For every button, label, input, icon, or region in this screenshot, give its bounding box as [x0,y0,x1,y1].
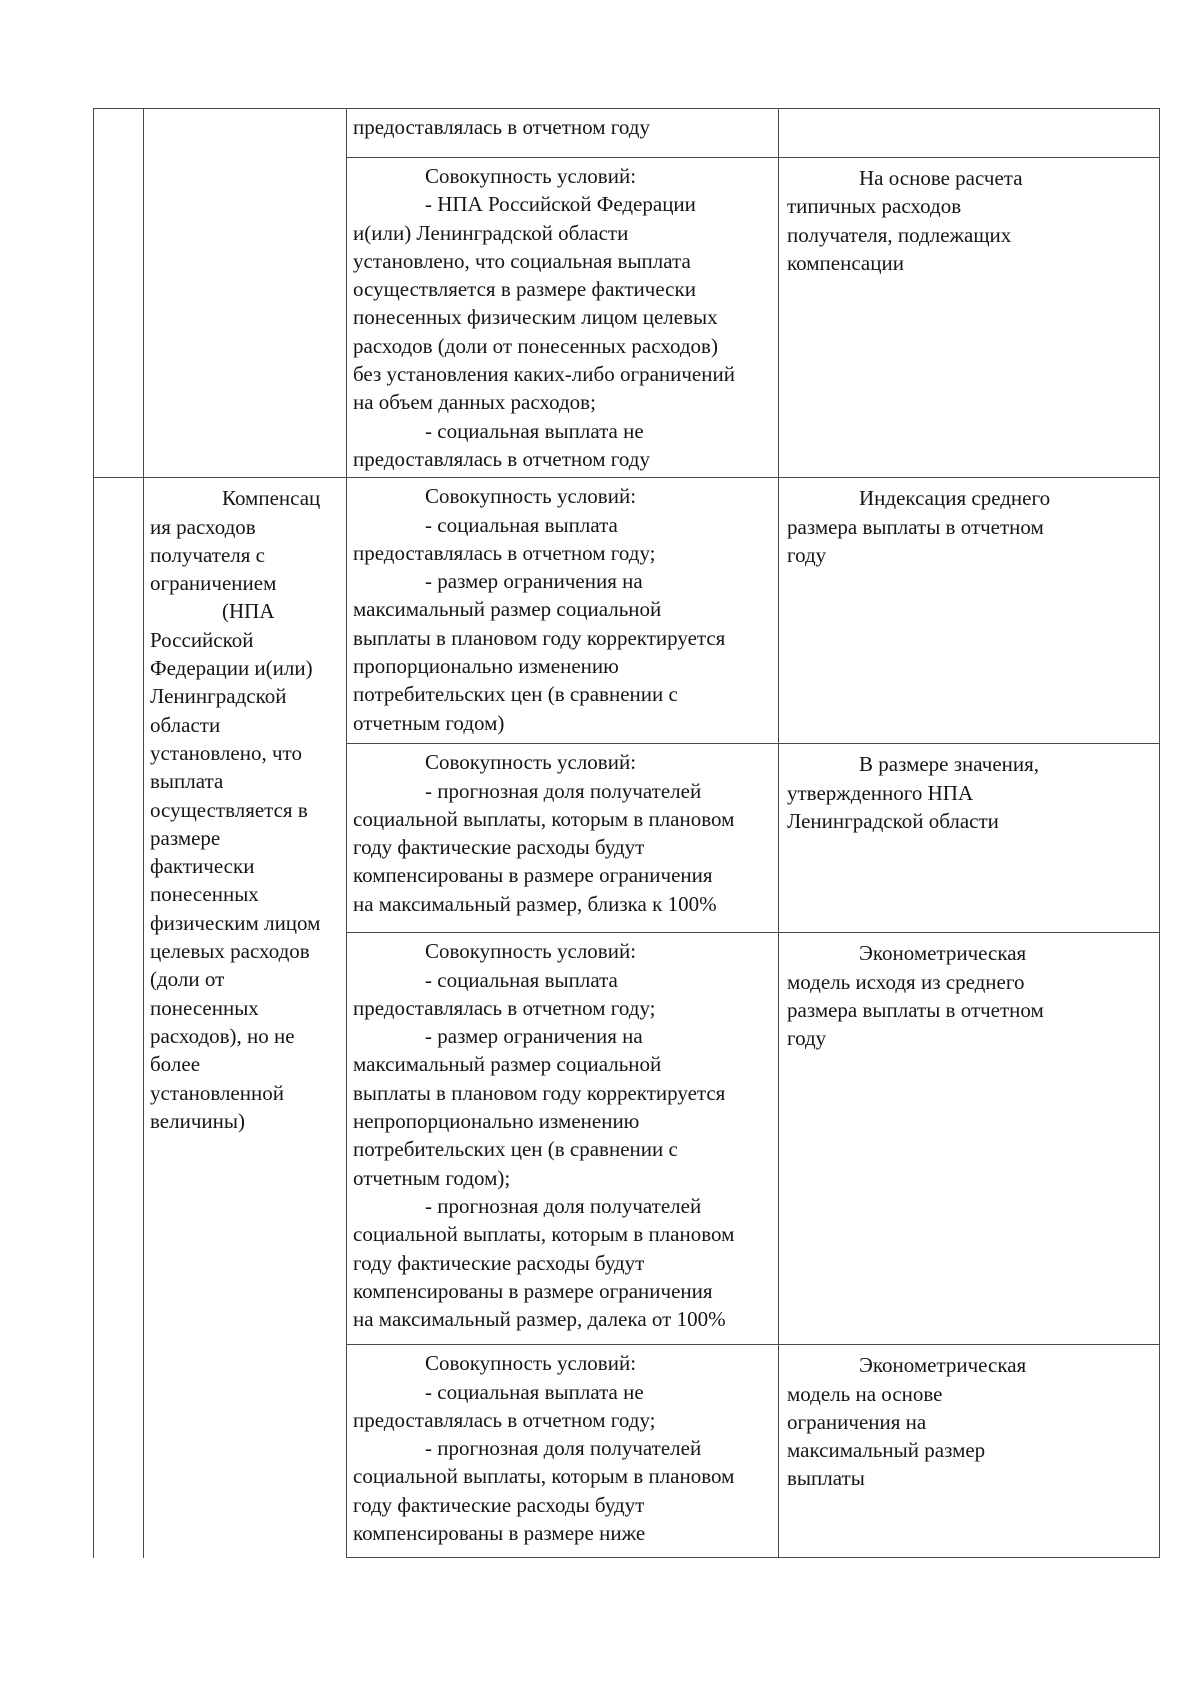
method-cell [779,478,1160,744]
conditions-text [347,1345,778,1551]
condition-line: максимальный размер социальной [353,1052,662,1077]
condition-line: - размер ограничения на [425,1024,643,1049]
category-line: размере [150,825,221,850]
category-line: ограничением [150,571,277,596]
condition-line: году фактические расходы будут [353,1250,645,1275]
condition-line: предоставлялась в отчетном году [353,446,650,471]
method-line: модель на основе [787,1381,943,1406]
method-text [779,744,1159,839]
method-line: размера выплаты в отчетном [787,997,1044,1022]
condition-line: - размер ограничения на [425,569,643,594]
method-cell [779,109,1160,158]
category-line: фактически [150,854,255,879]
condition-line: предоставлялась в отчетном году; [353,995,656,1020]
method-line: Эконометрическая [859,1353,1027,1378]
condition-line: - социальная выплата не [425,1379,644,1404]
method-line: На основе расчета [859,166,1023,190]
condition-line: - социальная выплата не [425,418,644,443]
conditions-cell [347,109,779,158]
category-line: понесенных [150,882,259,907]
method-line: компенсации [787,250,904,275]
method-line: получателя, подлежащих [787,222,1012,247]
table-row [94,158,1160,478]
condition-line: - прогнозная доля получателей [425,1436,702,1461]
category-line: установленной [150,1080,284,1105]
condition-line: Совокупность условий: [425,1351,637,1376]
conditions-text [347,158,778,477]
category-line: Российской [150,627,254,652]
category-line: Компенсац [222,486,321,511]
category-line: физическим лицом [150,910,321,935]
condition-line: - прогнозная доля получателей [425,1193,702,1218]
method-line: году [787,542,827,567]
number-cell [94,478,144,1558]
methods-table [93,108,1160,1558]
condition-line: социальной выплаты, которым в плановом [353,1464,735,1489]
condition-line: выплаты в плановом году корректируется [353,1080,726,1105]
category-line: (доли от [150,967,225,992]
condition-line: и(или) Ленинградской области [353,220,629,245]
conditions-cell [347,158,779,478]
method-cell [779,744,1160,933]
method-line: утвержденного НПА [787,780,974,805]
condition-line: осуществляется в размере фактически [353,277,696,302]
method-text [779,478,1159,573]
category-line: осуществляется в [150,797,308,822]
condition-line: предоставлялась в отчетном году [353,115,650,139]
method-line: типичных расходов [787,194,962,219]
table-row [94,109,1160,158]
condition-line: на максимальный размер, близка к 100% [353,891,717,916]
category-line: целевых расходов [150,939,310,964]
method-cell [779,933,1160,1345]
condition-line: компенсированы в размере ограничения [353,863,713,888]
condition-line: - НПА Российской Федерации [425,192,696,217]
condition-line: на максимальный размер, далека от 100% [353,1307,726,1332]
conditions-text [347,933,778,1337]
category-line: (НПА [222,599,275,624]
method-text [779,1345,1159,1496]
method-text [779,933,1159,1056]
category-line: величины) [150,1108,245,1133]
condition-line: потребительских цен (в сравнении с [353,682,678,707]
condition-line: - социальная выплата [425,967,618,992]
condition-line: Совокупность условий: [425,939,637,964]
condition-line: Совокупность условий: [425,164,637,188]
condition-line: социальной выплаты, которым в плановом [353,1222,735,1247]
conditions-text [347,109,778,145]
method-line: максимальный размер [787,1438,986,1463]
condition-line: предоставлялась в отчетном году; [353,540,656,565]
condition-line: на объем данных расходов; [353,390,596,415]
condition-line: отчетным годом) [353,710,505,735]
method-line: ограничения на [787,1409,927,1434]
condition-line: установлено, что социальная выплата [353,248,691,273]
condition-line: непропорционально изменению [353,1109,640,1134]
method-cell [779,1345,1160,1558]
condition-line: Совокупность условий: [425,750,637,775]
category-line: ия расходов [150,514,256,539]
method-text [779,158,1159,281]
method-text [779,109,1159,119]
table-row [94,478,1160,744]
condition-line: году фактические расходы будут [353,1492,645,1517]
category-cell [144,478,347,1558]
condition-line: компенсированы в размере ниже [353,1521,646,1546]
condition-line: Совокупность условий: [425,484,637,509]
category-line: более [150,1052,201,1077]
number-cell [94,158,144,478]
condition-line: году фактические расходы будут [353,835,645,860]
method-line: Эконометрическая [859,941,1027,966]
condition-line: компенсированы в размере ограничения [353,1278,713,1303]
category-line: понесенных [150,995,259,1020]
method-line: размера выплаты в отчетном [787,514,1044,539]
condition-line: потребительских цен (в сравнении с [353,1137,678,1162]
category-line: Ленинградской [150,684,287,709]
category-cell [144,109,347,158]
category-line: Федерации и(или) [150,656,313,681]
conditions-cell [347,1345,779,1558]
method-line: году [787,1026,827,1051]
method-cell [779,158,1160,478]
method-line: выплаты [787,1466,865,1491]
condition-line: максимальный размер социальной [353,597,662,622]
category-line: получателя с [150,542,265,567]
method-line: Индексация среднего [859,486,1051,511]
method-line: Ленинградской области [787,808,999,833]
category-cell [144,158,347,478]
condition-line: - прогнозная доля получателей [425,778,702,803]
number-cell [94,109,144,158]
category-line: расходов), но не [150,1023,295,1048]
condition-line: социальной выплаты, которым в плановом [353,806,735,831]
condition-line: предоставлялась в отчетном году; [353,1407,656,1432]
category-line: области [150,712,221,737]
method-line: модель исходя из среднего [787,969,1025,994]
conditions-cell [347,744,779,933]
condition-line: выплаты в плановом году корректируется [353,625,726,650]
condition-line: - социальная выплата [425,512,618,537]
category-line: выплата [150,769,224,794]
category-line: установлено, что [150,740,302,765]
condition-line: расходов (доли от понесенных расходов) [353,333,718,358]
conditions-cell [347,478,779,744]
category-text [144,478,346,1139]
condition-line: пропорционально изменению [353,654,619,679]
conditions-text [347,744,778,922]
method-line: В размере значения, [859,752,1040,777]
condition-line: понесенных физическим лицом целевых [353,305,718,330]
condition-line: без установления каких-либо ограничений [353,362,735,387]
conditions-cell [347,933,779,1345]
conditions-text [347,478,778,741]
condition-line: отчетным годом); [353,1165,511,1190]
